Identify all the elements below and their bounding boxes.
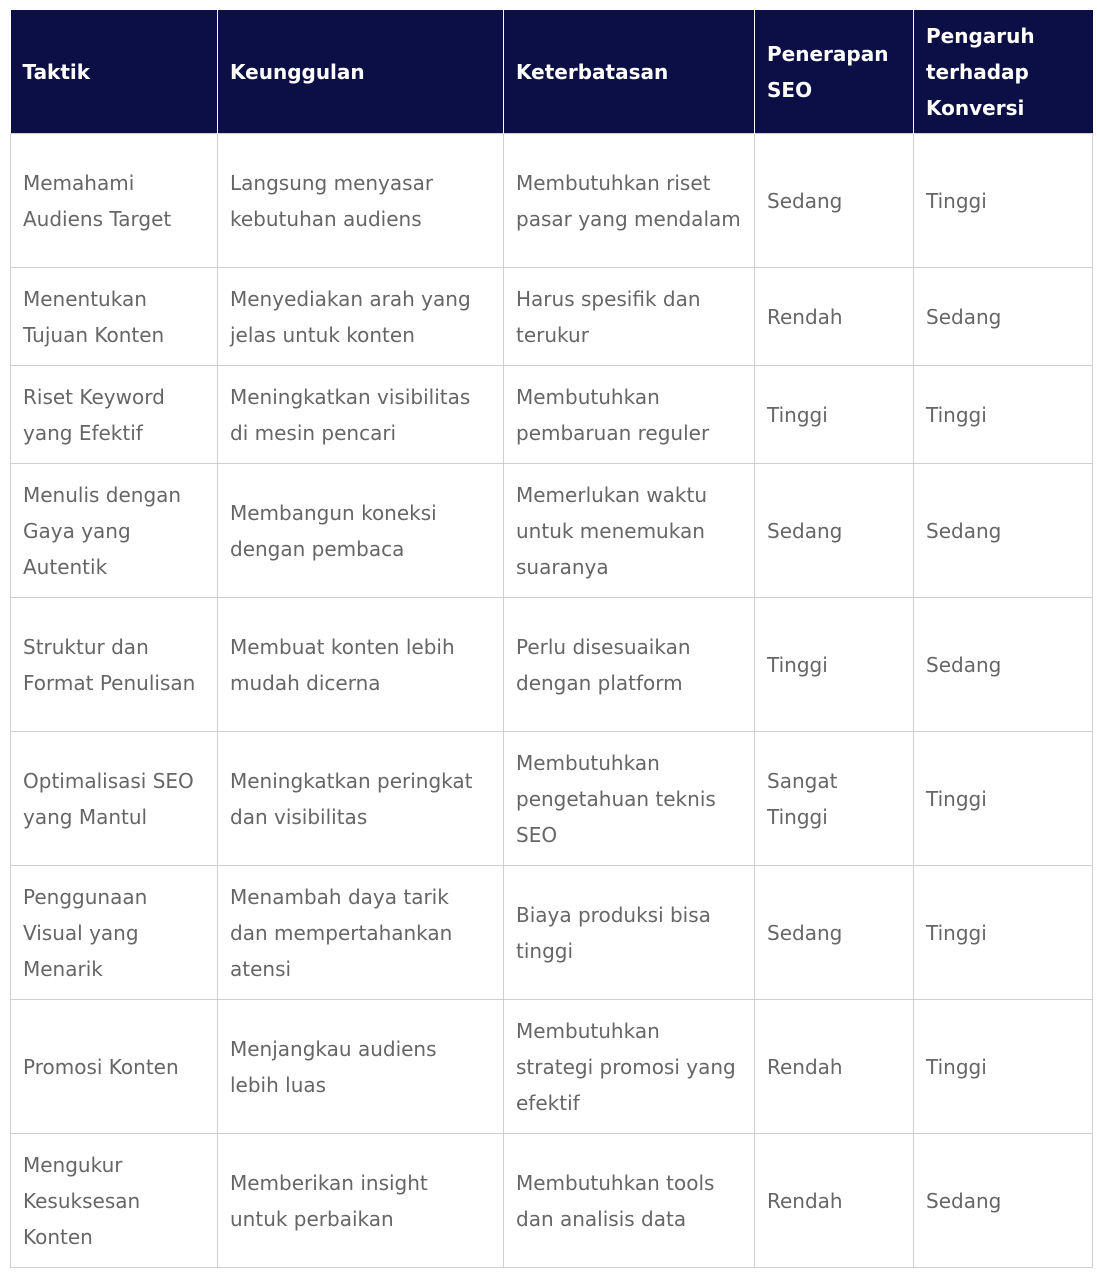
- cell-keterbatasan: Membutuhkan tools dan analisis data: [504, 1134, 755, 1268]
- cell-taktik: Memahami Audiens Target: [11, 134, 218, 268]
- cell-keterbatasan: Membutuhkan riset pasar yang mendalam: [504, 134, 755, 268]
- table-row: [11, 732, 1093, 866]
- cell-pengaruh-konversi: Tinggi: [914, 134, 1093, 268]
- cell-keterbatasan: Memerlukan waktu untuk menemukan suaranya: [504, 464, 755, 598]
- cell-pengaruh-konversi: Sedang: [914, 598, 1093, 732]
- cell-pengaruh-konversi: Sedang: [914, 1134, 1093, 1268]
- cell-pengaruh-konversi: Tinggi: [914, 1000, 1093, 1134]
- cell-taktik: Menulis dengan Gaya yang Autentik: [11, 464, 218, 598]
- cell-pengaruh-konversi: Sedang: [914, 268, 1093, 366]
- cell-penerapan-seo: Rendah: [755, 268, 914, 366]
- cell-keunggulan: Menyediakan arah yang jelas untuk konten: [218, 268, 504, 366]
- cell-keunggulan: Menambah daya tarik dan mempertahankan atensi: [218, 866, 504, 1000]
- cell-taktik: Struktur dan Format Penulisan: [11, 598, 218, 732]
- table-row: [11, 866, 1093, 1000]
- table-row: [11, 598, 1093, 732]
- cell-keunggulan: Langsung menyasar kebutuhan audiens: [218, 134, 504, 268]
- cell-keunggulan: Membangun koneksi dengan pembaca: [218, 464, 504, 598]
- cell-taktik: Mengukur Kesuksesan Konten: [11, 1134, 218, 1268]
- table-row: [11, 134, 1093, 268]
- table-row: [11, 366, 1093, 464]
- cell-penerapan-seo: Sedang: [755, 866, 914, 1000]
- cell-pengaruh-konversi: Tinggi: [914, 366, 1093, 464]
- cell-keunggulan: Meningkatkan peringkat dan visibilitas: [218, 732, 504, 866]
- cell-penerapan-seo: Sedang: [755, 464, 914, 598]
- cell-keunggulan: Meningkatkan visibilitas di mesin pencari: [218, 366, 504, 464]
- cell-taktik: Menentukan Tujuan Konten: [11, 268, 218, 366]
- cell-taktik: Riset Keyword yang Efektif: [11, 366, 218, 464]
- cell-keterbatasan: Biaya produksi bisa tinggi: [504, 866, 755, 1000]
- header-taktik: Taktik: [11, 10, 218, 134]
- cell-penerapan-seo: Rendah: [755, 1134, 914, 1268]
- cell-taktik: Promosi Konten: [11, 1000, 218, 1134]
- cell-keterbatasan: Membutuhkan pembaruan reguler: [504, 366, 755, 464]
- table-row: [11, 1134, 1093, 1268]
- table-header: [11, 10, 1093, 134]
- cell-pengaruh-konversi: Tinggi: [914, 866, 1093, 1000]
- cell-penerapan-seo: Rendah: [755, 1000, 914, 1134]
- cell-penerapan-seo: Tinggi: [755, 366, 914, 464]
- cell-penerapan-seo: Tinggi: [755, 598, 914, 732]
- cell-penerapan-seo: Sedang: [755, 134, 914, 268]
- cell-keunggulan: Membuat konten lebih mudah dicerna: [218, 598, 504, 732]
- header-pengaruh-konversi: Pengaruh terhadap Konversi: [914, 10, 1093, 134]
- cell-keterbatasan: Membutuhkan pengetahuan teknis SEO: [504, 732, 755, 866]
- cell-keterbatasan: Membutuhkan strategi promosi yang efektif: [504, 1000, 755, 1134]
- cell-pengaruh-konversi: Sedang: [914, 464, 1093, 598]
- table-row: [11, 268, 1093, 366]
- cell-taktik: Penggunaan Visual yang Menarik: [11, 866, 218, 1000]
- cell-penerapan-seo: Sangat Tinggi: [755, 732, 914, 866]
- cell-pengaruh-konversi: Tinggi: [914, 732, 1093, 866]
- cell-taktik: Optimalisasi SEO yang Mantul: [11, 732, 218, 866]
- table-row: [11, 1000, 1093, 1134]
- cell-keterbatasan: Perlu disesuaikan dengan platform: [504, 598, 755, 732]
- cell-keunggulan: Memberikan insight untuk perbaikan: [218, 1134, 504, 1268]
- cell-keterbatasan: Harus spesifik dan terukur: [504, 268, 755, 366]
- comparison-table-container: [10, 10, 1092, 1268]
- header-keterbatasan: Keterbatasan: [504, 10, 755, 134]
- comparison-table: [10, 10, 1093, 1268]
- header-keunggulan: Keunggulan: [218, 10, 504, 134]
- header-penerapan-seo: Penerapan SEO: [755, 10, 914, 134]
- table-body: [11, 134, 1093, 1268]
- header-row: [11, 10, 1093, 134]
- cell-keunggulan: Menjangkau audiens lebih luas: [218, 1000, 504, 1134]
- table-row: [11, 464, 1093, 598]
